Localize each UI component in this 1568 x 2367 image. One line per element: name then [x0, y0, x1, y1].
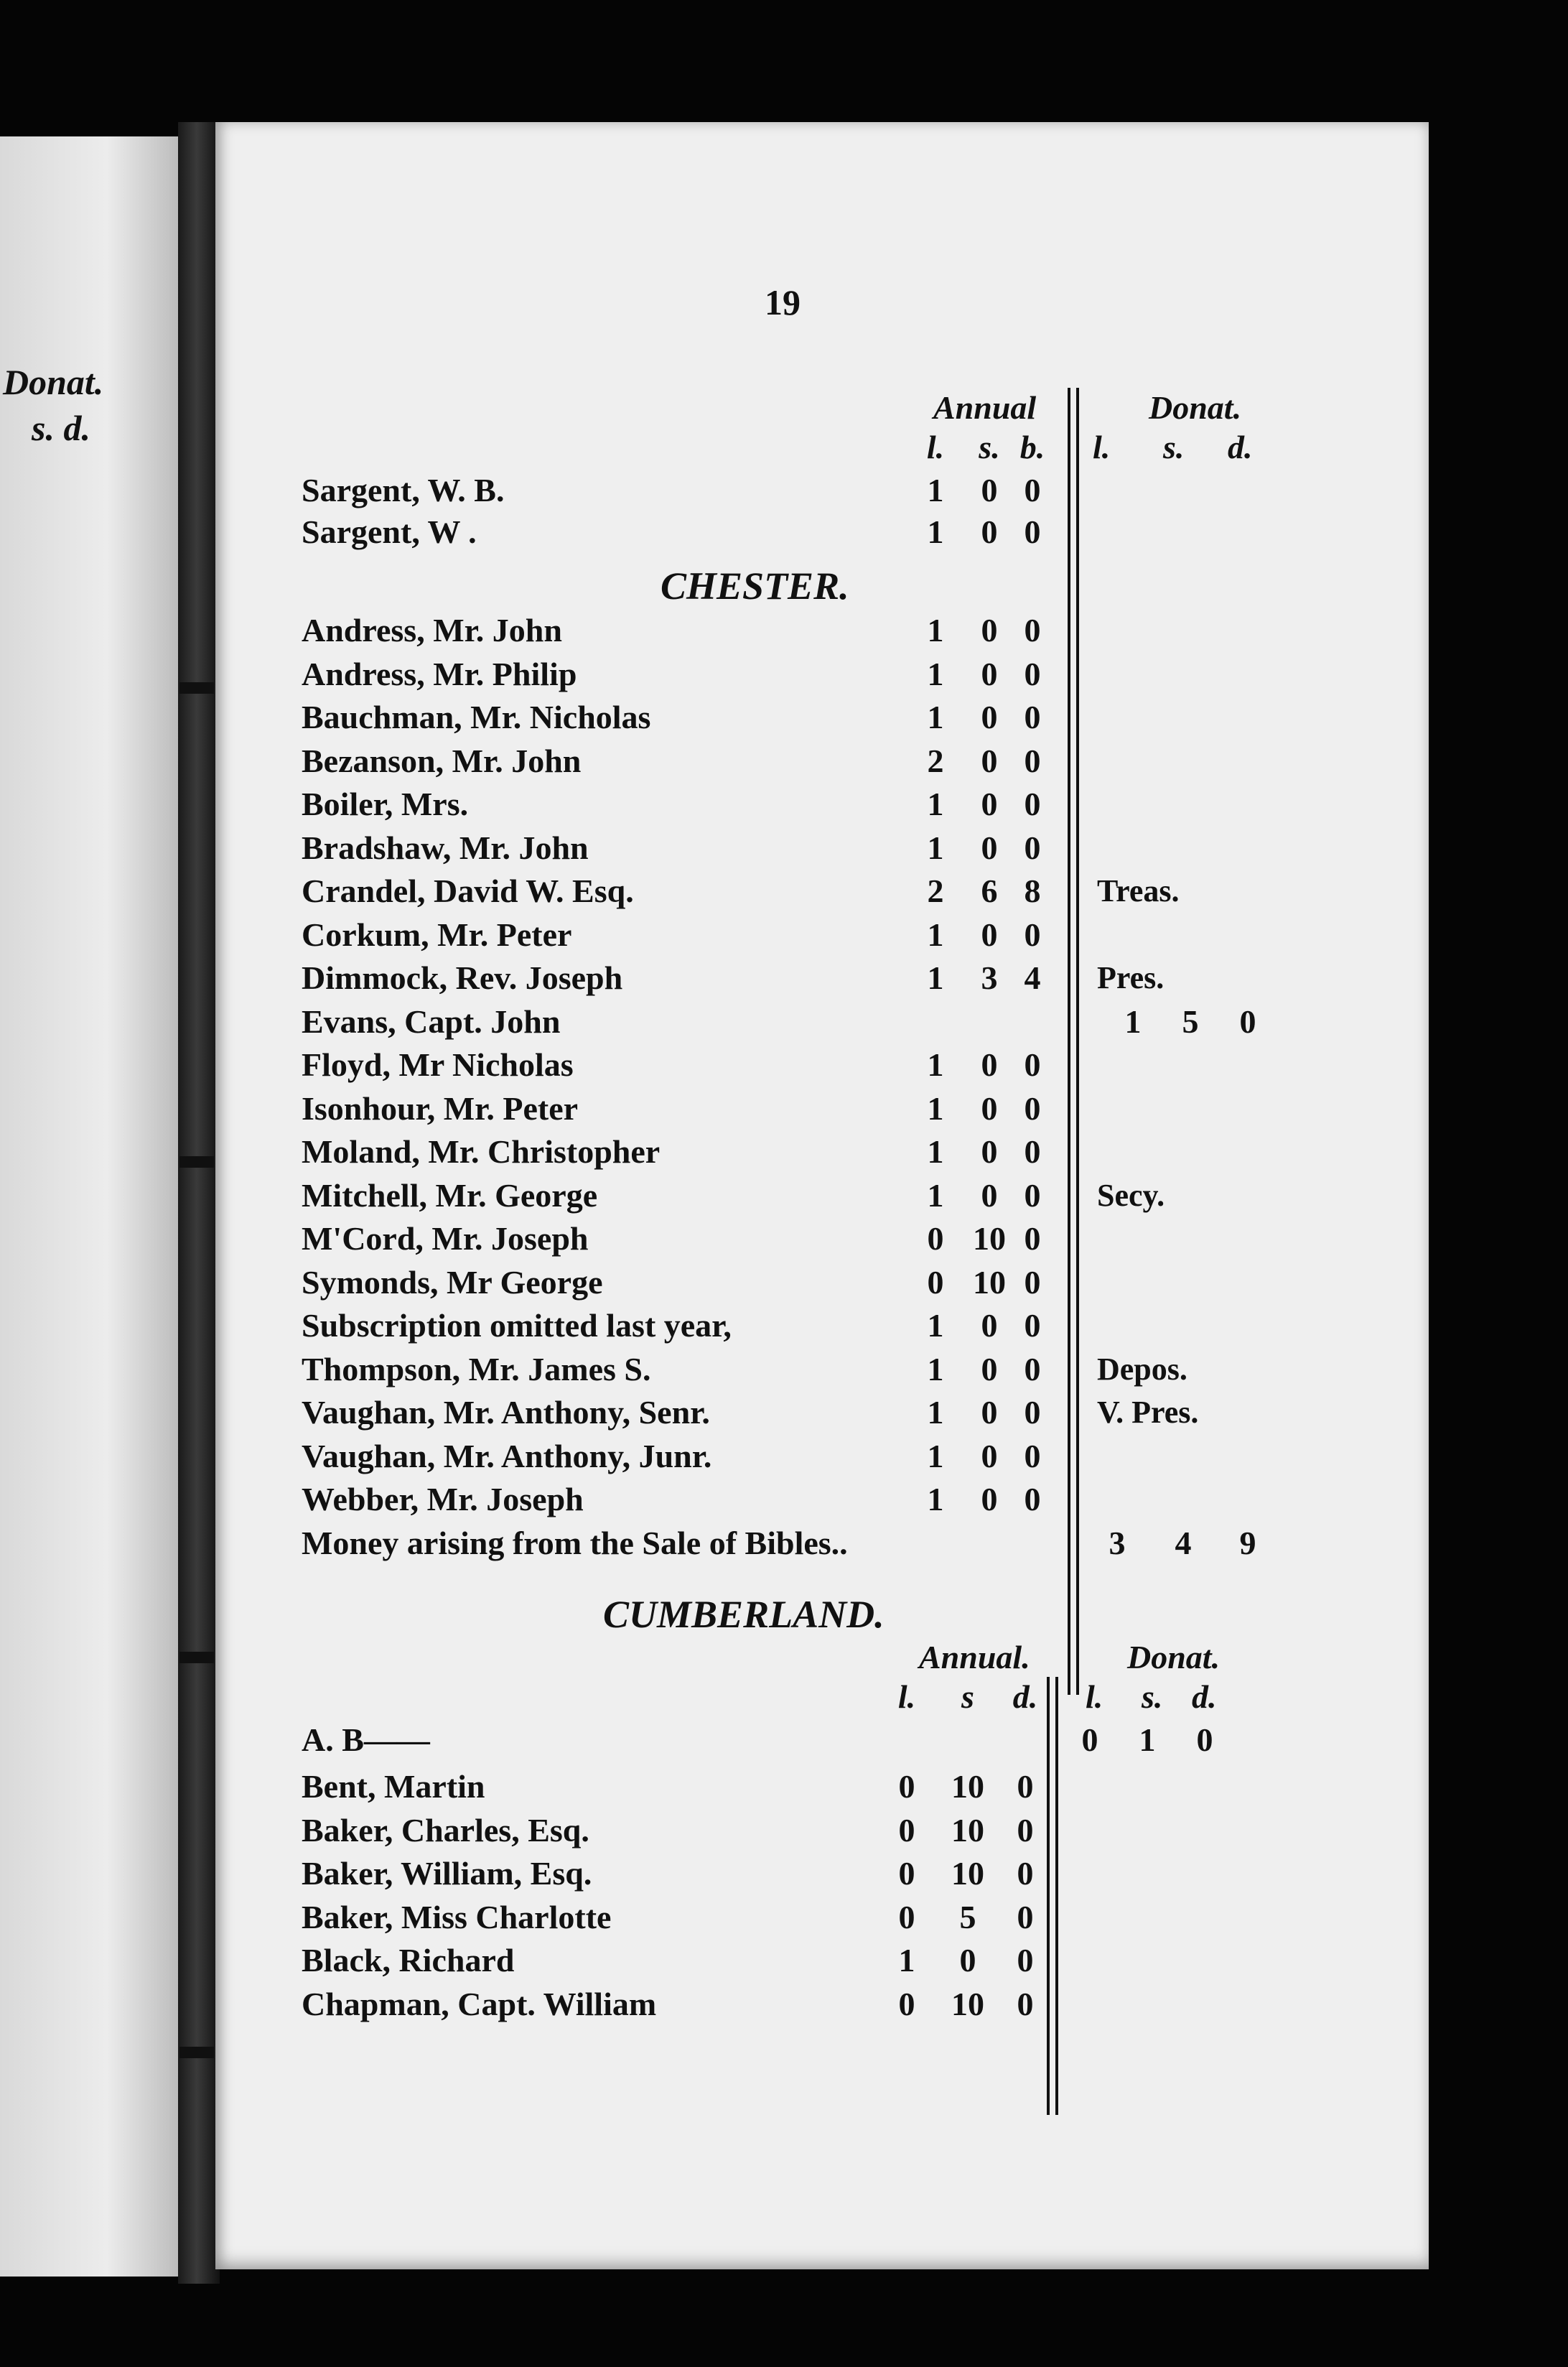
column-rule: [1076, 388, 1079, 1695]
annual-shillings: 0: [981, 1133, 998, 1170]
annual-pounds: 0: [898, 1855, 915, 1892]
donat-heading: Donat.: [1149, 389, 1242, 426]
binding-stitch: [179, 2047, 214, 2058]
annual-pounds: 2: [927, 873, 944, 909]
subscriber-name: Mitchell, Mr. George: [302, 1176, 598, 1214]
cumb-donat-col-head-l: l.: [1086, 1678, 1103, 1715]
annual-shillings: 10: [951, 1985, 984, 2022]
subscriber-name: Baker, Miss Charlotte: [302, 1898, 612, 1935]
bibles-sale-line: Money arising from the Sale of Bibles..: [302, 1524, 848, 1561]
col-head-l: l.: [926, 429, 945, 465]
subscriber-name: Bauchman, Mr. Nicholas: [302, 699, 651, 735]
column-rule: [1047, 1677, 1050, 2115]
annual-pence: 0: [1024, 1263, 1041, 1301]
annual-shillings: 10: [973, 1263, 1006, 1301]
annual-heading: Annual: [933, 389, 1037, 426]
donation-pounds: 0: [1081, 1721, 1098, 1758]
left-page-header: [3, 359, 103, 451]
cumberland-donat-heading: Donat.: [1127, 1639, 1221, 1675]
cumberland-heading: CUMBERLAND.: [603, 1593, 885, 1636]
annual-pence: 0: [1024, 1350, 1041, 1387]
annual-pence: 0: [1017, 1898, 1034, 1935]
cumberland-annual-heading: Annual.: [919, 1639, 1030, 1675]
annual-shillings: 0: [981, 1307, 998, 1344]
donat-col-head-d: d.: [1228, 429, 1253, 465]
subscriber-name: Vaughan, Mr. Anthony, Senr.: [302, 1394, 710, 1431]
annual-shillings: 0: [981, 1394, 998, 1431]
annual-pounds: 1: [927, 959, 944, 996]
annual-shillings: 0: [981, 916, 998, 953]
donation-pounds: 1: [1124, 1003, 1142, 1040]
annual-shillings: 0: [981, 1350, 998, 1387]
annual-pence: 8: [1024, 873, 1041, 909]
annual-shillings: 10: [973, 1220, 1006, 1257]
annual-pounds: 1: [927, 699, 944, 735]
annual-pence: 0: [1017, 1855, 1034, 1892]
subscriber-name: Baker, William, Esq.: [302, 1855, 592, 1892]
left-facing-page: [0, 136, 178, 2277]
cumb-donat-col-head-d: d.: [1192, 1678, 1217, 1715]
column-rule: [1068, 388, 1070, 1695]
annual-shillings: 0: [981, 829, 998, 866]
annual-pence: 0: [1024, 1089, 1041, 1127]
annual-pence: 0: [1024, 1481, 1041, 1517]
subscriber-name: Chapman, Capt. William: [302, 1985, 657, 2022]
subscriber-name: Andress, Mr. John: [302, 612, 562, 648]
binding-stitch: [179, 1156, 214, 1168]
annual-pence: 0: [1024, 472, 1041, 508]
annual-pounds: 1: [927, 829, 944, 866]
annual-shillings: 0: [981, 1481, 998, 1517]
subscriber-name: Boiler, Mrs.: [302, 786, 469, 822]
annual-pounds: 0: [927, 1220, 944, 1257]
subscriber-name: Floyd, Mr Nicholas: [302, 1046, 574, 1083]
subscriber-name: Thompson, Mr. James S.: [302, 1350, 651, 1387]
subscriber-name: Sargent, W .: [302, 513, 477, 550]
subscriber-name: Isonhour, Mr. Peter: [302, 1089, 579, 1127]
annual-pounds: 1: [927, 1133, 944, 1170]
cumb-col-head-d: d.: [1012, 1678, 1038, 1715]
annual-pence: 0: [1017, 1942, 1034, 1978]
annual-pence: 0: [1024, 655, 1041, 692]
subscriber-name: Andress, Mr. Philip: [302, 655, 577, 692]
annual-shillings: 0: [981, 655, 998, 692]
donation-pence: 9: [1239, 1524, 1256, 1561]
annual-shillings: 0: [981, 786, 998, 822]
annual-pounds: 0: [927, 1263, 944, 1301]
annual-pence: 0: [1024, 1176, 1041, 1214]
annual-pence: 0: [1024, 612, 1041, 648]
column-rule: [1055, 1677, 1058, 2115]
annual-pounds: 1: [927, 612, 944, 648]
annual-pence: 0: [1024, 1307, 1041, 1344]
donation-pounds: 3: [1109, 1524, 1126, 1561]
left-sd-heading: s. d.: [32, 408, 90, 448]
annual-shillings: 6: [981, 873, 998, 909]
office-note: Treas.: [1097, 873, 1180, 908]
binding-stitch: [179, 682, 214, 694]
cumb-donat-col-head-s: s.: [1142, 1678, 1163, 1715]
donat-col-head-s: s.: [1163, 429, 1185, 465]
donation-shillings: 5: [1182, 1003, 1199, 1040]
subscriber-name: Corkum, Mr. Peter: [302, 916, 572, 953]
subscriber-name: Webber, Mr. Joseph: [302, 1481, 584, 1517]
subscriber-name: Evans, Capt. John: [302, 1003, 561, 1040]
annual-shillings: 3: [981, 959, 998, 996]
annual-pence: 0: [1024, 1046, 1041, 1083]
subscriber-name: Symonds, Mr George: [302, 1263, 603, 1301]
annual-pence: 0: [1024, 742, 1041, 779]
subscriber-name: Baker, Charles, Esq.: [302, 1811, 589, 1849]
col-head-b: b.: [1019, 429, 1045, 465]
annual-shillings: 5: [959, 1898, 976, 1935]
subscriber-name: Bent, Martin: [302, 1768, 485, 1805]
donation-pence: 0: [1239, 1003, 1256, 1040]
subscriber-name: A. B——: [302, 1721, 430, 1758]
annual-pounds: 1: [927, 1437, 944, 1474]
office-note: Depos.: [1097, 1351, 1187, 1387]
subscriber-name: Crandel, David W. Esq.: [302, 873, 634, 909]
cumb-col-head-s: s: [961, 1678, 974, 1715]
annual-pounds: 0: [898, 1985, 915, 2022]
annual-pence: 0: [1024, 699, 1041, 735]
page-number: 19: [765, 282, 801, 322]
annual-shillings: 0: [981, 513, 998, 550]
annual-pence: 0: [1024, 829, 1041, 866]
subscriber-name: Black, Richard: [302, 1942, 515, 1978]
annual-pounds: 1: [927, 1350, 944, 1387]
cumb-col-head-l: l.: [897, 1678, 916, 1715]
subscriber-name: Bezanson, Mr. John: [302, 742, 582, 779]
annual-pounds: 0: [898, 1768, 915, 1805]
annual-pounds: 0: [898, 1811, 915, 1849]
annual-shillings: 0: [981, 699, 998, 735]
ledger-page: [215, 122, 1429, 2269]
left-donat-heading: Donat.: [3, 362, 104, 402]
annual-shillings: 0: [981, 1176, 998, 1214]
donation-shillings: 1: [1139, 1721, 1156, 1758]
annual-shillings: 0: [981, 472, 998, 508]
donation-pence: 0: [1196, 1721, 1213, 1758]
annual-pence: 0: [1017, 1985, 1034, 2022]
annual-pounds: 1: [927, 1176, 944, 1214]
annual-shillings: 10: [951, 1811, 984, 1849]
annual-pounds: 1: [927, 916, 944, 953]
annual-pounds: 1: [927, 1089, 944, 1127]
annual-pounds: 1: [927, 1394, 944, 1431]
subscriber-name: Subscription omitted last year,: [302, 1307, 732, 1344]
subscriber-name: M'Cord, Mr. Joseph: [302, 1220, 589, 1257]
annual-pence: 0: [1024, 786, 1041, 822]
annual-pounds: 1: [927, 472, 944, 508]
annual-shillings: 0: [981, 1437, 998, 1474]
annual-pence: 0: [1024, 1394, 1041, 1431]
annual-pence: 0: [1024, 916, 1041, 953]
annual-shillings: 10: [951, 1855, 984, 1892]
subscriber-name: Dimmock, Rev. Joseph: [302, 959, 623, 996]
annual-pounds: 1: [927, 786, 944, 822]
donation-shillings: 4: [1175, 1524, 1192, 1561]
donat-col-head-l: l.: [1093, 429, 1111, 465]
annual-pounds: 1: [927, 655, 944, 692]
annual-pence: 0: [1017, 1768, 1034, 1805]
annual-pence: 0: [1024, 1437, 1041, 1474]
annual-pounds: 1: [927, 1481, 944, 1517]
annual-shillings: 0: [981, 612, 998, 648]
annual-pounds: 1: [898, 1942, 915, 1978]
annual-shillings: 0: [959, 1942, 976, 1978]
annual-pence: 4: [1024, 959, 1041, 996]
office-note: V. Pres.: [1097, 1395, 1199, 1430]
annual-pence: 0: [1024, 513, 1041, 550]
subscriber-name: Vaughan, Mr. Anthony, Junr.: [302, 1437, 712, 1474]
annual-pence: 0: [1017, 1811, 1034, 1849]
annual-pence: 0: [1024, 1220, 1041, 1257]
annual-shillings: 10: [951, 1768, 984, 1805]
annual-pounds: 0: [898, 1898, 915, 1935]
office-note: Secy.: [1097, 1177, 1165, 1213]
annual-shillings: 0: [981, 742, 998, 779]
annual-shillings: 0: [981, 1046, 998, 1083]
chester-heading: CHESTER.: [661, 564, 849, 608]
subscriber-name: Sargent, W. B.: [302, 472, 505, 508]
book-spine: [178, 122, 220, 2284]
annual-pounds: 1: [927, 1046, 944, 1083]
binding-stitch: [179, 1652, 214, 1663]
annual-pounds: 2: [927, 742, 944, 779]
office-note: Pres.: [1097, 960, 1165, 995]
col-head-s: s.: [979, 429, 1000, 465]
annual-pence: 0: [1024, 1133, 1041, 1170]
annual-shillings: 0: [981, 1089, 998, 1127]
annual-pounds: 1: [927, 1307, 944, 1344]
subscriber-name: Moland, Mr. Christopher: [302, 1133, 661, 1170]
subscriber-name: Bradshaw, Mr. John: [302, 829, 589, 866]
annual-pounds: 1: [927, 513, 944, 550]
